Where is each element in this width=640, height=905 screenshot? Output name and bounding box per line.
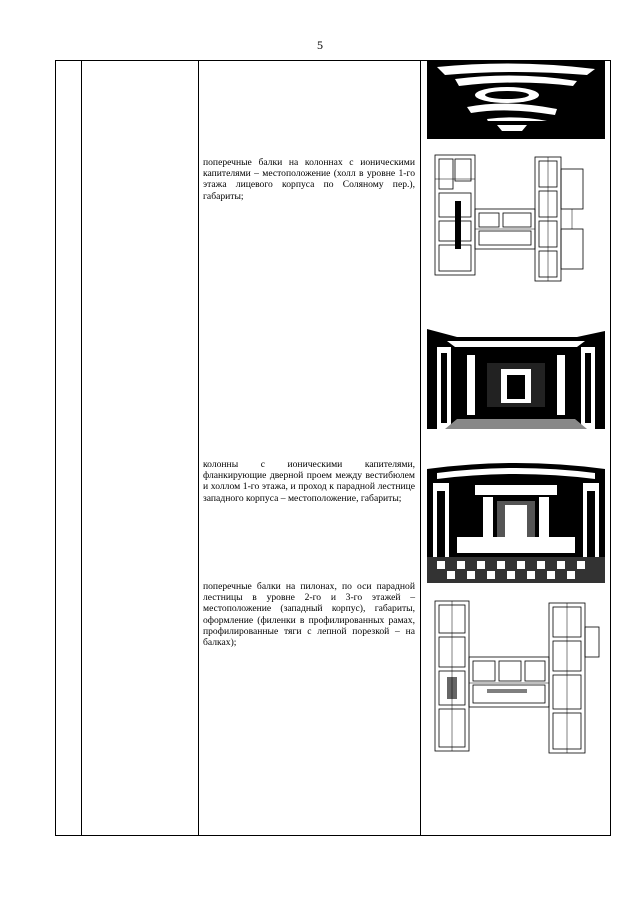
row-1-description: поперечные балки на колоннах с ионическими капителями – местоположение (холл в уровне 1-го этажа лицевого корпуса по Соляному пер.), габариты; bbox=[203, 157, 415, 202]
column-divider-2 bbox=[198, 61, 199, 835]
floor-plan-1 bbox=[427, 149, 605, 289]
floor-plan-2 bbox=[427, 597, 605, 759]
row-3-description: поперечные балки на пилонах, по оси парадной лестницы в уровне 2-го и 3-го этажей – местоположение (западный корпус), габариты, оформление (филенки в профилированных рамах, профилированные тяги с лепной порезкой – на балках); bbox=[203, 581, 415, 649]
row-2-description: колонны с ионическими капителями, фланкирующие дверной проем между вестибюлем и холлом 1-го этажа, и проход к парадной лестнице западного корпуса – местоположение, габариты; bbox=[203, 459, 415, 504]
hall-columns-photo bbox=[427, 319, 605, 439]
column-divider-1 bbox=[81, 61, 82, 835]
column-divider-3 bbox=[420, 61, 421, 835]
vestibule-columns-photo bbox=[427, 453, 605, 583]
page-number: 5 bbox=[317, 38, 323, 52]
heritage-table bbox=[55, 60, 611, 836]
ceiling-detail-photo bbox=[427, 61, 605, 139]
